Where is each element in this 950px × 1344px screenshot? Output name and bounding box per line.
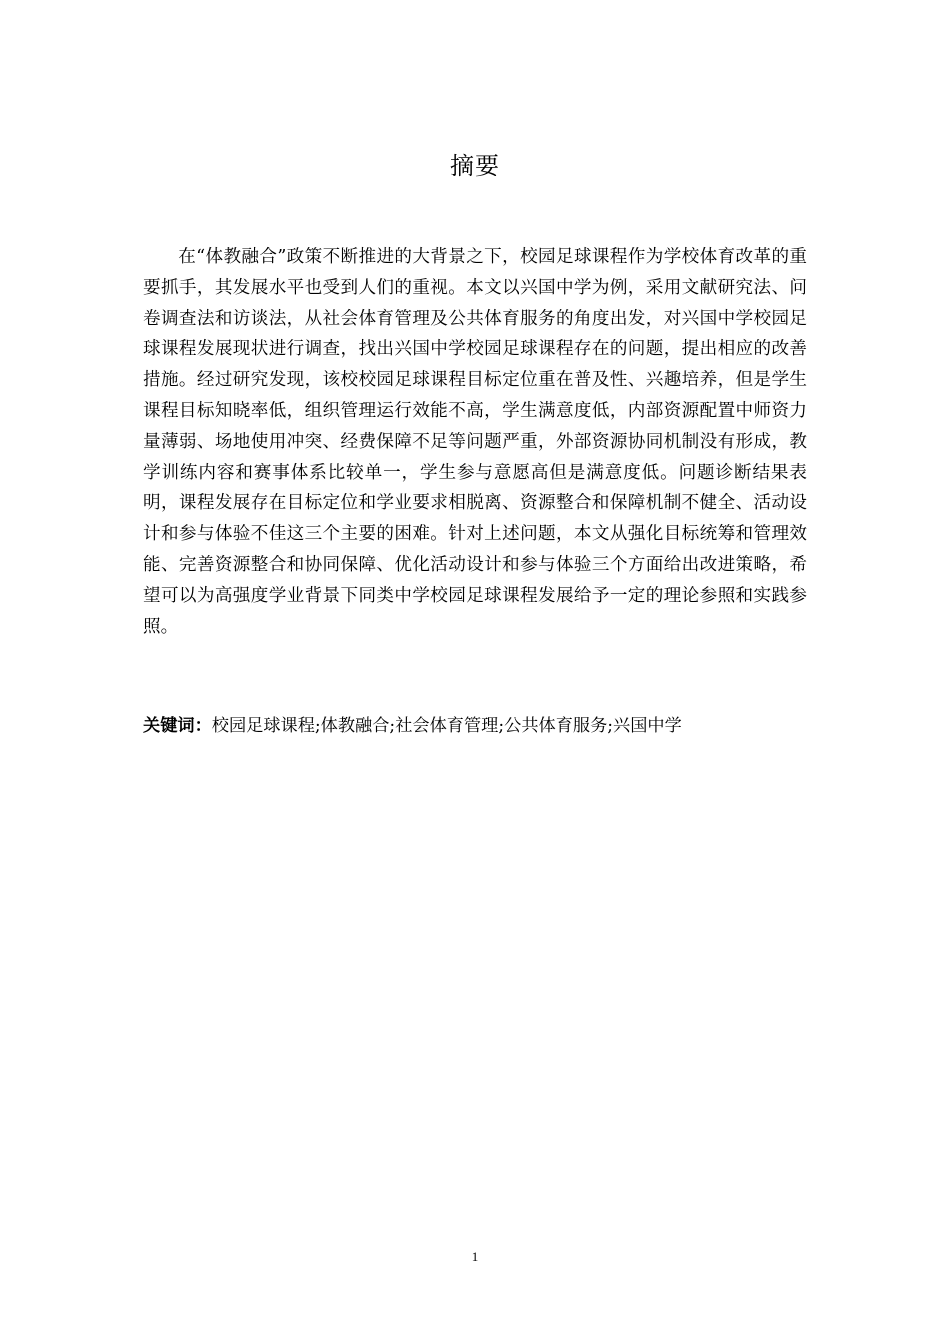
abstract-paragraph: 在“体教融合”政策不断推进的大背景之下，校园足球课程作为学校体育改革的重要抓手，其发展水平也受到人们的重视。本文以兴国中学为例，采用文献研究法、问卷调查法和访谈法，从社会体育管理及公共体育服务的角度出发，对兴国中学校园足球课程发展现状进行调查，找出兴国中学校园足球课程存在的问题，提出相应的改善措施。经过研究发现，该校校园足球课程目标定位重在普及性、兴趣培养，但是学生课程目标知晓率低，组织管理运行效能不高，学生满意度低，内部资源配置中师资力量薄弱、场地使用冲突、经费保障不足等问题严重，外部资源协同机制没有形成，教学训练内容和赛事体系比较单一，学生参与意愿高但是满意度低。问题诊断结果表明，课程发展存在目标定位和学业要求相脱离、资源整合和保障机制不健全、活动设计和参与体验不佳这三个主要的困难。针对上述问题，本文从强化目标统筹和管理效能、完善资源整合和协同保障、优化活动设计和参与体验三个方面给出改进策略，希望可以为高强度学业背景下同类中学校园足球课程发展给予一定的理论参照和实践参照。 xyxy=(143,247,807,637)
page-number: 1 xyxy=(471,1249,479,1264)
keywords-label: 关键词： xyxy=(143,716,212,736)
keywords-line xyxy=(143,711,807,741)
keywords-text: 校园足球课程;体教融合;社会体育管理;公共体育服务;兴国中学 xyxy=(211,716,682,736)
page-title: 摘要 xyxy=(450,152,500,180)
